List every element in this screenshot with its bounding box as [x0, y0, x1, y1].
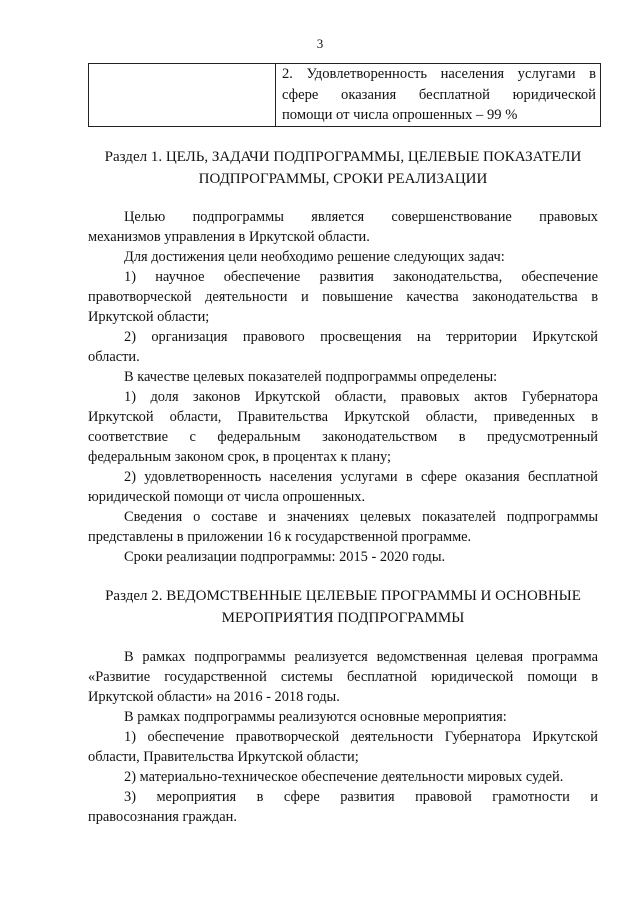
text-line: «Развитие государственной системы бесплатной юридической помощи в — [88, 669, 598, 685]
heading-line: Раздел 1. ЦЕЛЬ, ЗАДАЧИ ПОДПРОГРАММЫ, ЦЕЛЕВЫЕ ПОКАЗАТЕЛИ — [104, 149, 582, 165]
section1-heading — [88, 147, 598, 190]
text-line: Для достижения цели необходимо решение следующих задач: — [124, 249, 505, 265]
table-cell-line: 2. Удовлетворенность населения услугами в — [282, 66, 596, 82]
section2-body — [88, 647, 598, 827]
text-line: области. — [88, 349, 140, 365]
text-line: соответствие с федеральным законодательством в предусмотренный — [88, 429, 598, 445]
text-line: 2) удовлетворенность населения услугами в сфере оказания бесплатной — [124, 469, 598, 485]
text-line: правотворческой деятельности и повышение качества законодательства в — [88, 289, 598, 305]
section2-heading — [88, 586, 598, 629]
text-line: федеральным законом срок, в процентах к плану; — [88, 449, 392, 465]
text-line: 2) организация правового просвещения на территории Иркутской — [124, 329, 598, 345]
text-line: 1) научное обеспечение развития законодательства, обеспечение — [124, 269, 598, 285]
text-line: 1) обеспечение правотворческой деятельности Губернатора Иркутской — [124, 729, 598, 745]
heading-line: Раздел 2. ВЕДОМСТВЕННЫЕ ЦЕЛЕВЫЕ ПРОГРАММЫ И ОСНОВНЫЕ — [105, 588, 581, 604]
text-line: представлены в приложении 16 к государственной программе. — [88, 529, 472, 545]
text-line: 3) мероприятия в сфере развития правовой грамотности и — [124, 789, 598, 805]
heading-line: МЕРОПРИЯТИЯ ПОДПРОГРАММЫ — [221, 609, 465, 626]
table-cell-line: сфере оказания бесплатной юридической — [282, 86, 596, 103]
text-line: В рамках подпрограммы реализуется ведомственная целевая программа — [124, 649, 598, 665]
text-line: Иркутской области, Правительства Иркутской области, приведенных в — [88, 409, 598, 425]
table-indicator-cell — [276, 64, 601, 127]
text-line: правосознания граждан. — [88, 809, 237, 825]
text-line: Целью подпрограммы является совершенствование правовых — [124, 209, 598, 225]
table-cell-line: помощи от числа опрошенных – 99 % — [282, 107, 518, 123]
text-line: Иркутской области» на 2016 - 2018 годы. — [88, 689, 340, 705]
text-line: области, Правительства Иркутской области; — [88, 749, 359, 765]
section1-body — [88, 207, 598, 567]
page-number: 3 — [316, 36, 324, 51]
table-empty-cell — [89, 64, 276, 127]
heading-line: ПОДПРОГРАММЫ, СРОКИ РЕАЛИЗАЦИИ — [198, 170, 488, 187]
text-line: В качестве целевых показателей подпрограммы определены: — [124, 369, 498, 385]
text-line: юридической помощи от числа опрошенных. — [88, 489, 366, 505]
text-line: Сведения о составе и значениях целевых показателей подпрограммы — [124, 509, 598, 525]
text-line: механизмов управления в Иркутской области. — [88, 229, 370, 245]
indicator-table — [88, 63, 601, 127]
text-line: Сроки реализации подпрограммы: 2015 - 2020 годы. — [124, 549, 446, 565]
text-line: Иркутской области; — [88, 309, 210, 325]
text-line: 2) материально-техническое обеспечение деятельности мировых судей. — [124, 769, 564, 785]
text-line: В рамках подпрограммы реализуются основные мероприятия: — [124, 709, 507, 725]
text-line: 1) доля законов Иркутской области, правовых актов Губернатора — [124, 389, 598, 405]
